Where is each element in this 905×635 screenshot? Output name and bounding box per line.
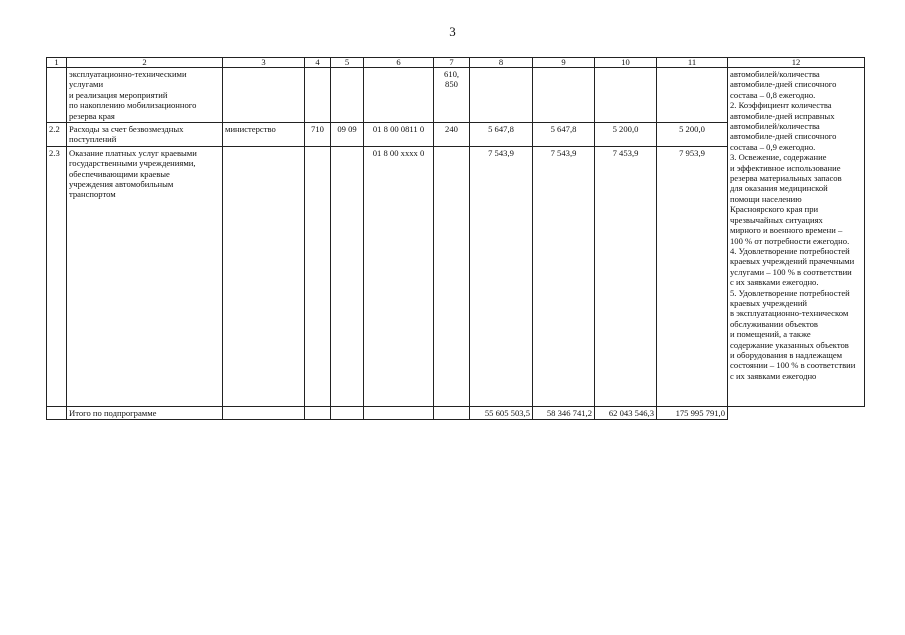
cell-rzpr: 09 09 <box>331 123 364 147</box>
desc-line: государственными учреждениями, <box>69 158 196 169</box>
note-line: содержание указанных объектов <box>730 339 849 350</box>
column-header: 10 <box>595 58 657 68</box>
cell-year3 <box>595 68 657 123</box>
desc-line: поступлений <box>69 134 117 145</box>
results-notes <box>728 68 865 407</box>
desc-line: по накоплению мобилизационного <box>69 100 197 111</box>
note-line: автомобиле-дней списочного <box>730 79 837 90</box>
cell-vr <box>434 68 470 123</box>
column-header: 12 <box>728 58 865 68</box>
row-description <box>67 123 223 147</box>
row-number: 2.2 <box>47 123 67 147</box>
note-line: в эксплуатационно-техническом <box>730 308 849 319</box>
vr-line: 850 <box>445 79 458 90</box>
cell-total: 5 200,0 <box>657 123 728 147</box>
total-row <box>47 406 865 419</box>
cell-grbs: 710 <box>305 123 331 147</box>
column-header: 6 <box>364 58 434 68</box>
vr-line: 610, <box>443 69 460 79</box>
desc-line: Оказание платных услуг краевыми <box>69 147 197 158</box>
page-number: 3 <box>449 24 456 39</box>
note-line: мирного и военного времени – <box>730 225 843 236</box>
row-number: 2.3 <box>47 146 67 406</box>
total-sum: 175 995 791,0 <box>657 406 728 419</box>
row-number <box>47 68 67 123</box>
header-row <box>47 58 865 68</box>
total-label: Итого по подпрограмме <box>67 406 223 419</box>
cell-csr: 01 8 00 хххх 0 <box>364 146 434 406</box>
note-line: помощи населению <box>730 193 802 204</box>
cell-year3: 7 453,9 <box>595 146 657 406</box>
column-header: 1 <box>47 58 67 68</box>
cell-total <box>657 68 728 123</box>
column-header: 2 <box>67 58 223 68</box>
total-number <box>47 406 67 419</box>
total-year3: 62 043 546,3 <box>595 406 657 419</box>
note-line: автомобиле-дней исправных <box>730 110 835 121</box>
note-line: состава – 0,8 ежегодно. <box>730 89 816 100</box>
desc-line: обеспечивающими краевые <box>69 168 170 179</box>
cell-executor: министерство <box>223 123 305 147</box>
budget-table <box>46 57 865 420</box>
total-notes-empty <box>728 406 865 419</box>
table-row <box>47 68 865 123</box>
note-line: Красноярского края при <box>730 204 819 215</box>
row-description <box>67 68 223 123</box>
note-line: краевых учреждений прачечными <box>730 256 855 267</box>
column-header: 8 <box>470 58 533 68</box>
note-line: обслуживании объектов <box>730 318 818 329</box>
note-line: и помещений, а также <box>730 329 811 340</box>
column-header: 3 <box>223 58 305 68</box>
cell-csr <box>364 68 434 123</box>
cell-rzpr <box>331 68 364 123</box>
note-line: и эффективное использование <box>730 162 841 173</box>
note-line: с их заявками ежегодно <box>730 370 817 381</box>
note-line: 2. Коэффициент количества <box>730 100 832 111</box>
cell-vr <box>434 123 470 147</box>
column-header: 5 <box>331 58 364 68</box>
total-year1: 55 605 503,5 <box>470 406 533 419</box>
cell-vr <box>434 146 470 406</box>
note-line: состоянии – 100 % в соответствии <box>730 360 856 371</box>
cell-grbs <box>305 146 331 406</box>
desc-line: резерва края <box>69 110 115 121</box>
note-line: состава – 0,9 ежегодно. <box>730 141 816 152</box>
cell-total: 7 953,9 <box>657 146 728 406</box>
cell-year3: 5 200,0 <box>595 123 657 147</box>
note-line: автомобилей/количества <box>730 69 820 79</box>
cell-year2: 7 543,9 <box>533 146 595 406</box>
cell-executor <box>223 68 305 123</box>
column-header: 7 <box>434 58 470 68</box>
cell-csr: 01 8 00 0811 0 <box>364 123 434 147</box>
desc-line: Расходы за счет безвозмездных <box>69 124 184 135</box>
total-empty <box>331 406 364 419</box>
column-header: 9 <box>533 58 595 68</box>
vr-line: 240 <box>445 124 458 135</box>
total-empty <box>364 406 434 419</box>
desc-line: транспортом <box>69 189 116 200</box>
desc-line: услугами <box>69 79 104 90</box>
column-header: 4 <box>305 58 331 68</box>
cell-year2: 5 647,8 <box>533 123 595 147</box>
cell-year2 <box>533 68 595 123</box>
cell-executor <box>223 146 305 406</box>
note-line: резерва материальных запасов <box>730 173 842 184</box>
note-line: чрезвычайных ситуациях <box>730 214 823 225</box>
total-empty <box>434 406 470 419</box>
column-header: 11 <box>657 58 728 68</box>
desc-line: эксплуатационно-техническими <box>69 69 187 79</box>
desc-line: учреждения автомобильным <box>69 179 174 190</box>
note-line: 100 % от потребности ежегодно. <box>730 235 850 246</box>
note-line: 4. Удовлетворение потребностей <box>730 245 850 256</box>
cell-year1: 5 647,8 <box>470 123 533 147</box>
note-line: краевых учреждений <box>730 297 808 308</box>
total-year2: 58 346 741,2 <box>533 406 595 419</box>
note-line: для оказания медицинской <box>730 183 828 194</box>
note-line: 5. Удовлетворение потребностей <box>730 287 850 298</box>
cell-grbs <box>305 68 331 123</box>
cell-year1 <box>470 68 533 123</box>
row-description <box>67 146 223 406</box>
note-line: с их заявками ежегодно. <box>730 277 819 288</box>
note-line: автомобилей/количества <box>730 121 820 132</box>
total-empty <box>223 406 305 419</box>
note-line: 3. Освежение, содержание <box>730 152 827 163</box>
desc-line: и реализация мероприятий <box>69 89 168 100</box>
note-line: услугами – 100 % в соответствии <box>730 266 852 277</box>
cell-rzpr <box>331 146 364 406</box>
total-empty <box>305 406 331 419</box>
note-line: и оборудования в надлежащем <box>730 349 843 360</box>
note-line: автомобиле-дней списочного <box>730 131 837 142</box>
cell-year1: 7 543,9 <box>470 146 533 406</box>
